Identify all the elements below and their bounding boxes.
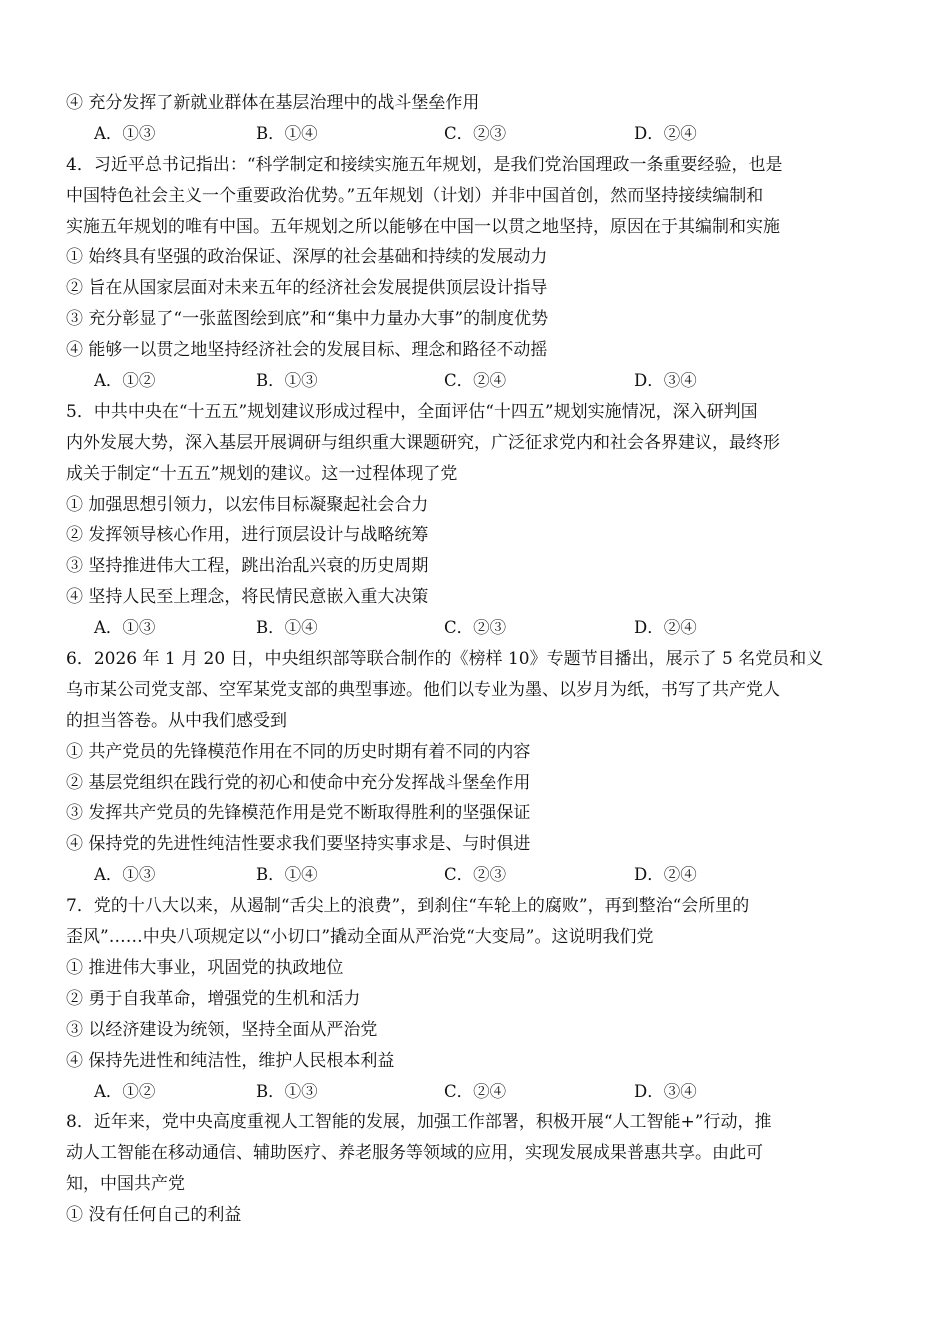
question-stem <box>66 150 886 243</box>
statement-line: ① 始终具有坚强的政治保证、深厚的社会基础和持续的发展动力 <box>66 247 548 268</box>
option-a[interactable]: A．①② <box>94 371 156 391</box>
statement-line: ① 没有任何自己的利益 <box>66 1205 242 1226</box>
option-c[interactable]: C．②③ <box>444 618 507 638</box>
statement-line: ④ 充分发挥了新就业群体在基层治理中的战斗堡垒作用 <box>66 93 480 113</box>
option-d[interactable]: D．②④ <box>634 865 697 885</box>
statement-line: ④ 坚持人民至上理念，将民情民意嵌入重大决策 <box>66 587 429 608</box>
stem-line: 的担当答卷。从中我们感受到 <box>66 710 287 731</box>
statement-line: ① 推进伟大事业，巩固党的执政地位 <box>66 957 344 978</box>
statement-line: ③ 坚持推进伟大工程，跳出治乱兴衰的历史周期 <box>66 556 429 577</box>
answer-options <box>66 1077 886 1108</box>
option-b[interactable]: B．①④ <box>256 618 318 638</box>
statement-line: ③ 以经济建设为统领，坚持全面从严治党 <box>66 1019 378 1040</box>
question-stem <box>66 644 886 737</box>
option-b[interactable]: B．①④ <box>256 123 318 143</box>
stem-line: 4．习近平总书记指出：“科学制定和接续实施五年规划，是我们党治国理政一条重要经验，也是 <box>66 154 783 175</box>
question-8 <box>66 1107 886 1231</box>
statement-line: ② 勇于自我革命，增强党的生机和活力 <box>66 988 361 1009</box>
statement-line: ④ 保持党的先进性纯洁性要求我们要坚持实事求是、与时俱进 <box>66 834 531 855</box>
option-d[interactable]: D．②④ <box>634 123 697 143</box>
option-b[interactable]: B．①④ <box>256 865 318 885</box>
question-stem <box>66 1107 886 1200</box>
answer-options <box>66 613 886 644</box>
answer-options <box>66 119 886 150</box>
statement-line: ② 发挥领导核心作用，进行顶层设计与战略统筹 <box>66 525 429 546</box>
question-6 <box>66 644 886 891</box>
stem-line: 乌市某公司党支部、空军某党支部的典型事迹。他们以专业为墨、以岁月为纸，书写了共产党人 <box>66 679 780 700</box>
stem-line: 5．中共中央在“十五五”规划建议形成过程中，全面评估“十四五”规划实施情况，深入研判国 <box>66 401 758 422</box>
statement-line: ③ 发挥共产党员的先锋模范作用是党不断取得胜利的坚强保证 <box>66 803 531 824</box>
statement-line: ② 旨在从国家层面对未来五年的经济社会发展提供顶层设计指导 <box>66 278 548 299</box>
stem-line: 成关于制定“十五五”规划的建议。这一过程体现了党 <box>66 463 458 484</box>
answer-options <box>66 860 886 891</box>
statement-line: ① 加强思想引领力，以宏伟目标凝聚起社会合力 <box>66 494 429 515</box>
stem-line: 8．近年来，党中央高度重视人工智能的发展，加强工作部署，积极开展“人工智能+”行动，推 <box>66 1112 772 1133</box>
option-b[interactable]: B．①③ <box>256 371 318 391</box>
statement-line: ② 基层党组织在践行党的初心和使命中充分发挥战斗堡垒作用 <box>66 772 531 793</box>
option-c[interactable]: C．②④ <box>444 1081 507 1101</box>
statement-line: ④ 保持先进性和纯洁性，维护人民根本利益 <box>66 1050 395 1071</box>
stem-line: 6．2026 年 1 月 20 日，中央组织部等联合制作的《榜样 10》专题节目播出，展示了 5 名党员和义 <box>66 649 824 670</box>
question-stem <box>66 891 886 953</box>
question-4 <box>66 150 886 397</box>
option-c[interactable]: C．②③ <box>444 865 507 885</box>
question-list <box>66 88 886 1231</box>
statement-line: ④ 能够一以贯之地坚持经济社会的发展目标、理念和路径不动摇 <box>66 340 548 361</box>
stem-line: 内外发展大势，深入基层开展调研与组织重大课题研究，广泛征求党内和社会各界建议，最终形 <box>66 432 780 453</box>
question-7 <box>66 891 886 1107</box>
option-c[interactable]: C．②④ <box>444 371 507 391</box>
stem-line: 中国特色社会主义一个重要政治优势。”五年规划（计划）并非中国首创，然而坚持接续编制和 <box>66 185 764 206</box>
stem-line: 歪风”……中央八项规定以“小切口”撬动全面从严治党“大变局”。这说明我们党 <box>66 927 654 948</box>
stem-line: 知，中国共产党 <box>66 1174 185 1195</box>
statement-line: ① 共产党员的先锋模范作用在不同的历史时期有着不同的内容 <box>66 741 531 762</box>
option-d[interactable]: D．③④ <box>634 371 697 391</box>
stem-line: 实施五年规划的唯有中国。五年规划之所以能够在中国一以贯之地坚持，原因在于其编制和实施 <box>66 216 780 237</box>
statement-line: ③ 充分彰显了“一张蓝图绘到底”和“集中力量办大事”的制度优势 <box>66 309 549 330</box>
stem-line: 动人工智能在移动通信、辅助医疗、养老服务等领域的应用，实现发展成果普惠共享。由此可 <box>66 1143 763 1164</box>
option-a[interactable]: A．①③ <box>94 123 156 143</box>
option-a[interactable]: A．①③ <box>94 618 156 638</box>
question-5 <box>66 397 886 644</box>
stem-line: 7．党的十八大以来，从遏制“舌尖上的浪费”，到刹住“车轮上的腐败”，再到整治“会所里的 <box>66 896 750 917</box>
answer-options <box>66 366 886 397</box>
option-c[interactable]: C．②③ <box>444 123 507 143</box>
option-a[interactable]: A．①③ <box>94 865 156 885</box>
option-d[interactable]: D．②④ <box>634 618 697 638</box>
option-a[interactable]: A．①② <box>94 1081 156 1101</box>
option-d[interactable]: D．③④ <box>634 1081 697 1101</box>
question-3-tail <box>66 88 886 150</box>
question-stem <box>66 397 886 490</box>
option-b[interactable]: B．①③ <box>256 1081 318 1101</box>
